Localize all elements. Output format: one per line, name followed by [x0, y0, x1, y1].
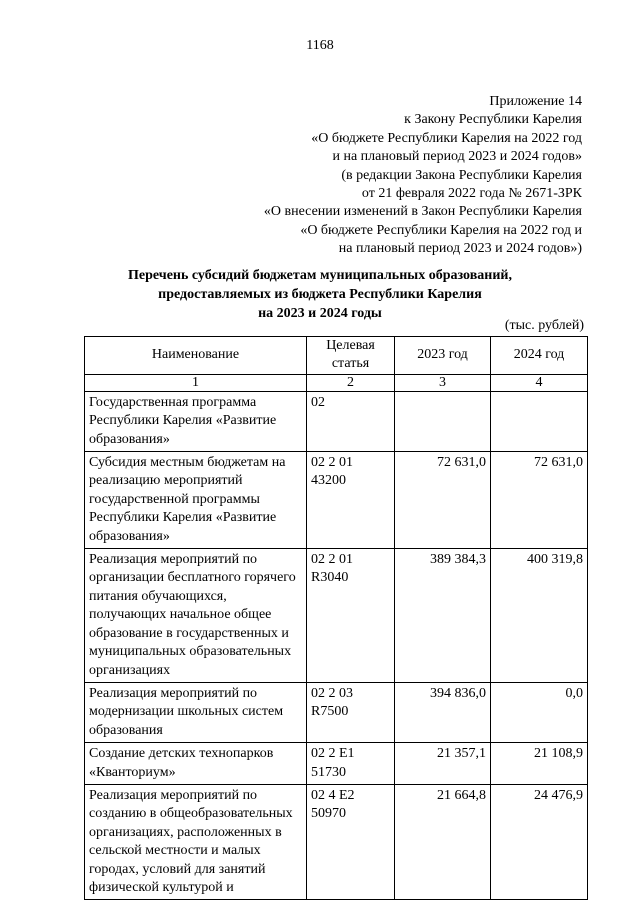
- row-2023: 72 631,0: [395, 452, 491, 549]
- row-code: 02: [307, 391, 395, 451]
- row-name: Реализация мероприятий по организации бесплатного горячего питания обучающихся, получающих начальное общее образование в государственных и муниципальных образовательных организациях: [85, 549, 307, 683]
- table-row: [85, 682, 588, 742]
- header-2023: 2023 год: [395, 337, 491, 375]
- header-name: Наименование: [85, 337, 307, 375]
- annex-line: Приложение 14: [489, 94, 582, 109]
- row-name: Субсидия местным бюджетам на реализацию мероприятий государственной программы Республики Карелия «Развитие образования»: [85, 452, 307, 549]
- annex-line: от 21 февраля 2022 года № 2671-ЗРК: [361, 186, 582, 202]
- annex-line: «О бюджете Республики Карелия на 2022 год: [311, 130, 582, 146]
- title-line: Перечень субсидий бюджетам муниципальных образований,: [128, 268, 512, 283]
- table-header-row: [85, 337, 588, 375]
- row-2024: 21 108,9: [491, 743, 588, 785]
- row-code: 02 4 E2 50970: [307, 784, 395, 899]
- table-row: [85, 391, 588, 451]
- row-2023: 21 357,1: [395, 743, 491, 785]
- row-2024: 72 631,0: [491, 452, 588, 549]
- units-label: (тыс. рублей): [504, 318, 584, 333]
- document-title: [0, 266, 640, 323]
- annex-line: «О внесении изменений в Закон Республики Карелия: [263, 204, 582, 220]
- column-number: 2: [307, 374, 395, 391]
- row-2024: 400 319,8: [491, 549, 588, 683]
- column-number: 3: [395, 374, 491, 391]
- row-name: Создание детских технопарков «Кванториум»: [85, 743, 307, 785]
- table-row: [85, 743, 588, 785]
- row-name: Государственная программа Республики Карелия «Развитие образования»: [85, 391, 307, 451]
- row-2024: [491, 391, 588, 451]
- row-name: Реализация мероприятий по созданию в общеобразовательных организациях, расположенных в сельской местности и малых городах, условий для занятий физической культурой и: [85, 784, 307, 899]
- row-code: 02 2 01 43200: [307, 452, 395, 549]
- column-number: 4: [491, 374, 588, 391]
- annex-line: к Закону Республики Карелия: [404, 112, 582, 128]
- row-2023: 389 384,3: [395, 549, 491, 683]
- page-number: 1168: [306, 38, 334, 53]
- title-line: предоставляемых из бюджета Республики Карелия: [158, 287, 482, 302]
- annex-line: (в редакции Закона Республики Карелия: [341, 167, 582, 183]
- subsidies-table: [84, 336, 588, 900]
- column-number: 1: [85, 374, 307, 391]
- column-number-row: [85, 374, 588, 391]
- row-code: 02 2 03 R7500: [307, 682, 395, 742]
- row-code: 02 2 E1 51730: [307, 743, 395, 785]
- header-target-article: Целевая статья: [307, 337, 395, 375]
- row-name: Реализация мероприятий по модернизации школьных систем образования: [85, 682, 307, 742]
- table-row: [85, 784, 588, 899]
- row-2024: 24 476,9: [491, 784, 588, 899]
- table-row: [85, 549, 588, 683]
- title-line: на 2023 и 2024 годы: [258, 306, 382, 321]
- annex-header: [264, 93, 582, 259]
- row-2023: 21 664,8: [395, 784, 491, 899]
- header-2024: 2024 год: [491, 337, 588, 375]
- row-2023: 394 836,0: [395, 682, 491, 742]
- row-2023: [395, 391, 491, 451]
- row-code: 02 2 01 R3040: [307, 549, 395, 683]
- table-row: [85, 452, 588, 549]
- annex-line: на плановый период 2023 и 2024 годов»): [338, 241, 582, 257]
- row-2024: 0,0: [491, 682, 588, 742]
- annex-line: «О бюджете Республики Карелия на 2022 год и: [300, 222, 582, 238]
- annex-line: и на плановый период 2023 и 2024 годов»: [332, 149, 582, 165]
